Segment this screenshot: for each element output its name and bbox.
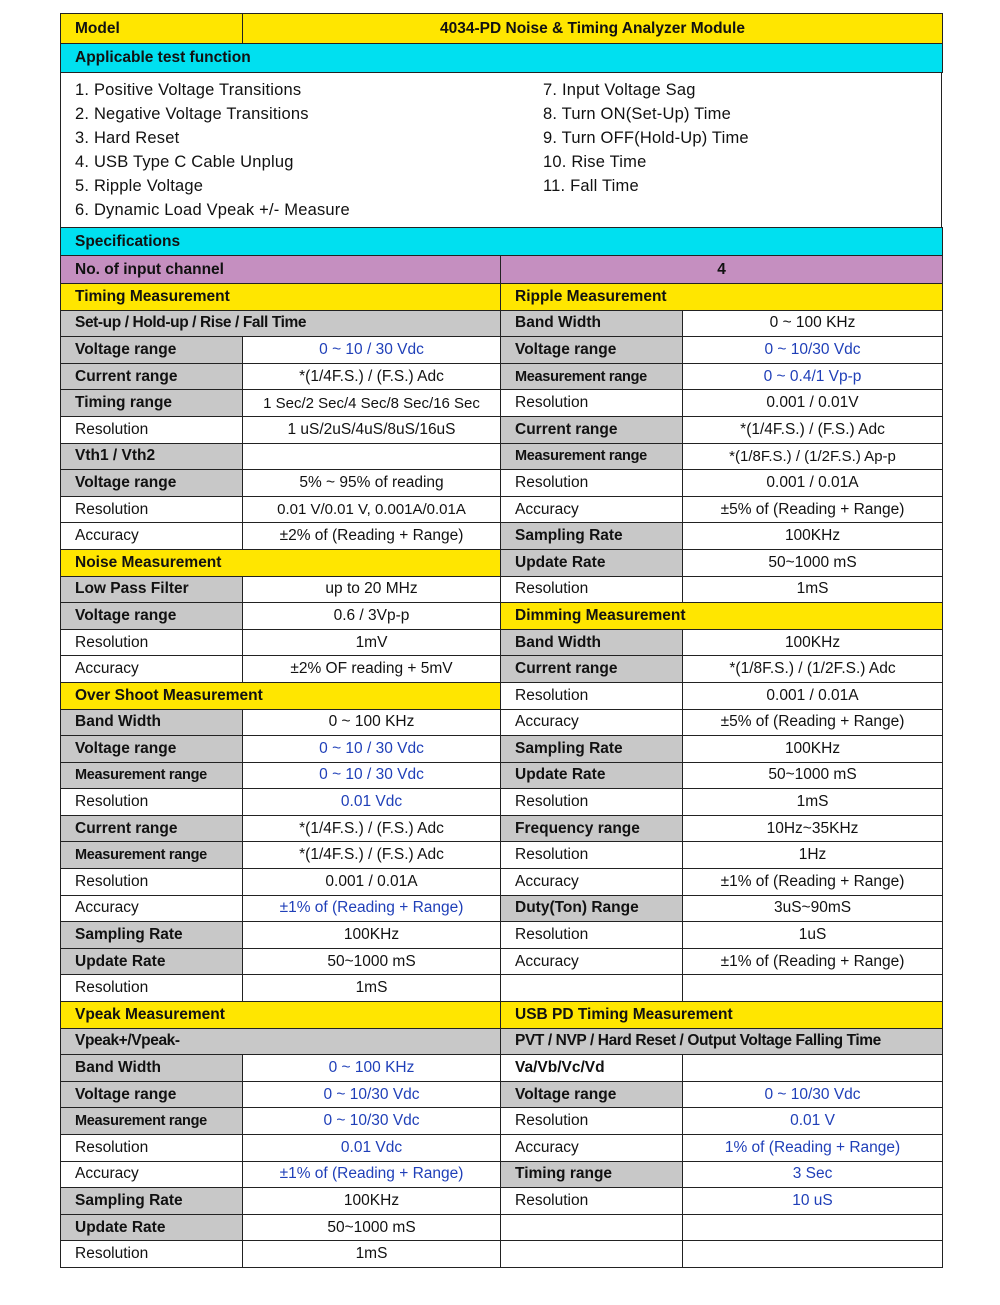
spec-value: *(1/4F.S.) / (F.S.) Adc: [683, 416, 943, 443]
spec-value: [683, 1241, 943, 1268]
spec-value: 50~1000 mS: [243, 1214, 501, 1241]
spec-label: Accuracy: [61, 895, 243, 922]
spec-label: Resolution: [61, 629, 243, 656]
spec-value: 50~1000 mS: [683, 762, 943, 789]
model-value: 4034-PD Noise & Timing Analyzer Module: [243, 14, 943, 44]
spec-value: 1mS: [243, 1241, 501, 1268]
spec-value: 0 ~ 100 KHz: [243, 1055, 501, 1082]
spec-row: [61, 815, 943, 842]
spec-row: [61, 1135, 943, 1162]
spec-label: Resolution: [501, 1108, 683, 1135]
test-function-item: 11. Fall Time: [543, 177, 639, 195]
spec-label: Va/Vb/Vc/Vd: [501, 1055, 683, 1082]
spec-row: [61, 416, 943, 443]
spec-label: Resolution: [61, 975, 243, 1002]
spec-label: [501, 975, 683, 1002]
spec-label: Current range: [61, 815, 243, 842]
spec-value: 0 ~ 10 / 30 Vdc: [243, 337, 501, 364]
section-heading: Dimming Measurement: [501, 603, 943, 630]
spec-label: Band Width: [61, 1055, 243, 1082]
spec-value: *(1/8F.S.) / (1/2F.S.) Adc: [683, 656, 943, 683]
spec-label: Current range: [61, 363, 243, 390]
spec-row: [61, 869, 943, 896]
spec-label: Sampling Rate: [61, 922, 243, 949]
spec-label: Voltage range: [61, 337, 243, 364]
spec-row: [61, 975, 943, 1002]
spec-value: 0.6 / 3Vp-p: [243, 603, 501, 630]
spec-label: Voltage range: [501, 337, 683, 364]
test-function-item: 8. Turn ON(Set-Up) Time: [543, 105, 731, 123]
spec-row: [61, 948, 943, 975]
spec-value: 0 ~ 10/30 Vdc: [243, 1081, 501, 1108]
spec-label: [501, 1241, 683, 1268]
test-function-item: 2. Negative Voltage Transitions: [75, 105, 309, 123]
spec-value: *(1/4F.S.) / (F.S.) Adc: [243, 842, 501, 869]
input-channel-value: 4: [501, 256, 943, 284]
spec-label: Update Rate: [61, 1214, 243, 1241]
model-label: Model: [61, 14, 243, 44]
spec-label: Low Pass Filter: [61, 576, 243, 603]
test-function-item: 10. Rise Time: [543, 153, 647, 171]
spec-row: [61, 284, 943, 311]
spec-label: Measurement range: [61, 762, 243, 789]
spec-label: Resolution: [501, 789, 683, 816]
test-function-item: 7. Input Voltage Sag: [543, 81, 696, 99]
subsection-heading: Vpeak+/Vpeak-: [61, 1028, 501, 1055]
spec-label: Accuracy: [501, 869, 683, 896]
spec-value: 0 ~ 100 KHz: [243, 709, 501, 736]
spec-value: ±1% of (Reading + Range): [243, 895, 501, 922]
spec-label: Duty(Ton) Range: [501, 895, 683, 922]
spec-label: [501, 1214, 683, 1241]
spec-label: Measurement range: [61, 842, 243, 869]
spec-row: [61, 629, 943, 656]
spec-value: 50~1000 mS: [683, 549, 943, 576]
spec-row: [61, 682, 943, 709]
header-table: [60, 13, 943, 73]
specifications-title: Specifications: [61, 228, 943, 256]
spec-label: Band Width: [501, 310, 683, 337]
test-function-item: 4. USB Type C Cable Unplug: [75, 153, 294, 171]
spec-label: Resolution: [501, 1188, 683, 1215]
test-function-list: [60, 73, 942, 227]
spec-label: Band Width: [61, 709, 243, 736]
spec-row: [61, 1055, 943, 1082]
spec-value: ±1% of (Reading + Range): [683, 869, 943, 896]
spec-label: Accuracy: [61, 1161, 243, 1188]
spec-row: [61, 789, 943, 816]
test-function-item: 6. Dynamic Load Vpeak +/- Measure: [75, 201, 350, 219]
spec-row: [61, 922, 943, 949]
test-function-item: 5. Ripple Voltage: [75, 177, 204, 195]
spec-value: 50~1000 mS: [243, 948, 501, 975]
spec-value: ±1% of (Reading + Range): [243, 1161, 501, 1188]
spec-label: Band Width: [501, 629, 683, 656]
spec-row: [61, 1188, 943, 1215]
spec-value: 0 ~ 10 / 30 Vdc: [243, 762, 501, 789]
spec-row: [61, 1214, 943, 1241]
spec-value: 0 ~ 10/30 Vdc: [683, 337, 943, 364]
spec-value: up to 20 MHz: [243, 576, 501, 603]
spec-value: 0 ~ 100 KHz: [683, 310, 943, 337]
spec-label: Voltage range: [61, 736, 243, 763]
spec-sheet: [60, 13, 942, 1268]
spec-label: Voltage range: [61, 1081, 243, 1108]
spec-row: [61, 709, 943, 736]
spec-label: Timing range: [501, 1161, 683, 1188]
spec-value: 0 ~ 10 / 30 Vdc: [243, 736, 501, 763]
spec-label: Voltage range: [501, 1081, 683, 1108]
subsection-heading: PVT / NVP / Hard Reset / Output Voltage Falling Time: [501, 1028, 943, 1055]
test-function-item: 3. Hard Reset: [75, 129, 180, 147]
spec-value: 1Hz: [683, 842, 943, 869]
spec-row: [61, 842, 943, 869]
spec-row: [61, 390, 943, 417]
spec-label: Measurement range: [61, 1108, 243, 1135]
specifications-table: [60, 227, 943, 1268]
spec-value: *(1/4F.S.) / (F.S.) Adc: [243, 815, 501, 842]
spec-value: 1mS: [683, 576, 943, 603]
spec-row: [61, 895, 943, 922]
spec-row: [61, 363, 943, 390]
spec-label: Sampling Rate: [501, 736, 683, 763]
spec-value: [683, 1055, 943, 1082]
spec-value: 0 ~ 0.4/1 Vp-p: [683, 363, 943, 390]
spec-value: 100KHz: [243, 1188, 501, 1215]
section-heading: Ripple Measurement: [501, 284, 943, 311]
section-heading: Over Shoot Measurement: [61, 682, 501, 709]
spec-value: ±1% of (Reading + Range): [683, 948, 943, 975]
spec-value: 0.001 / 0.01A: [683, 682, 943, 709]
spec-row: [61, 337, 943, 364]
spec-row: [61, 1028, 943, 1055]
spec-label: Voltage range: [61, 470, 243, 497]
spec-label: Accuracy: [501, 709, 683, 736]
spec-label: Accuracy: [501, 948, 683, 975]
spec-row: [61, 310, 943, 337]
spec-value: 0.01 V/0.01 V, 0.001A/0.01A: [243, 496, 501, 523]
spec-value: 100KHz: [683, 523, 943, 550]
spec-value: 0.001 / 0.01A: [683, 470, 943, 497]
spec-value: 0.01 Vdc: [243, 1135, 501, 1162]
spec-value: [243, 443, 501, 470]
spec-value: 100KHz: [683, 629, 943, 656]
spec-label: Current range: [501, 416, 683, 443]
spec-label: Accuracy: [61, 656, 243, 683]
spec-value: ±2% of (Reading + Range): [243, 523, 501, 550]
spec-label: Update Rate: [501, 762, 683, 789]
spec-value: 1mV: [243, 629, 501, 656]
spec-label: Resolution: [501, 576, 683, 603]
spec-row: [61, 470, 943, 497]
spec-row: [61, 523, 943, 550]
spec-label: Timing range: [61, 390, 243, 417]
spec-value: 0.001 / 0.01V: [683, 390, 943, 417]
spec-label: Resolution: [61, 496, 243, 523]
spec-label: Resolution: [501, 390, 683, 417]
section-heading: Vpeak Measurement: [61, 1002, 501, 1029]
spec-value: [683, 1214, 943, 1241]
spec-value: 3uS~90mS: [683, 895, 943, 922]
spec-label: Sampling Rate: [501, 523, 683, 550]
spec-value: ±5% of (Reading + Range): [683, 709, 943, 736]
spec-label: Resolution: [501, 922, 683, 949]
spec-label: Resolution: [501, 470, 683, 497]
spec-label: Current range: [501, 656, 683, 683]
spec-label: Vth1 / Vth2: [61, 443, 243, 470]
section-heading: Timing Measurement: [61, 284, 501, 311]
spec-label: Resolution: [61, 1135, 243, 1162]
spec-value: 3 Sec: [683, 1161, 943, 1188]
spec-label: Resolution: [61, 789, 243, 816]
spec-value: 1 Sec/2 Sec/4 Sec/8 Sec/16 Sec: [243, 390, 501, 417]
spec-value: 0.01 Vdc: [243, 789, 501, 816]
spec-value: *(1/4F.S.) / (F.S.) Adc: [243, 363, 501, 390]
spec-row: [61, 656, 943, 683]
spec-value: 1 uS/2uS/4uS/8uS/16uS: [243, 416, 501, 443]
spec-label: Resolution: [501, 682, 683, 709]
spec-value: 1% of (Reading + Range): [683, 1135, 943, 1162]
spec-value: *(1/8F.S.) / (1/2F.S.) Ap-p: [683, 443, 943, 470]
spec-label: Sampling Rate: [61, 1188, 243, 1215]
spec-value: 1uS: [683, 922, 943, 949]
input-channel-label: No. of input channel: [61, 256, 501, 284]
spec-row: [61, 1108, 943, 1135]
spec-value: 0.001 / 0.01A: [243, 869, 501, 896]
spec-row: [61, 496, 943, 523]
spec-value: 10 uS: [683, 1188, 943, 1215]
spec-value: ±5% of (Reading + Range): [683, 496, 943, 523]
spec-row: [61, 443, 943, 470]
spec-value: 0 ~ 10/30 Vdc: [683, 1081, 943, 1108]
spec-value: [683, 975, 943, 1002]
spec-label: Resolution: [61, 869, 243, 896]
spec-label: Measurement range: [501, 363, 683, 390]
spec-value: 5% ~ 95% of reading: [243, 470, 501, 497]
test-function-item: 1. Positive Voltage Transitions: [75, 81, 302, 99]
spec-label: Measurement range: [501, 443, 683, 470]
spec-row: [61, 603, 943, 630]
spec-label: Update Rate: [61, 948, 243, 975]
test-function-item: 9. Turn OFF(Hold-Up) Time: [543, 129, 749, 147]
spec-label: Frequency range: [501, 815, 683, 842]
spec-label: Resolution: [501, 842, 683, 869]
spec-label: Accuracy: [501, 1135, 683, 1162]
spec-value: 1mS: [683, 789, 943, 816]
spec-value: 0 ~ 10/30 Vdc: [243, 1108, 501, 1135]
spec-row: [61, 576, 943, 603]
spec-label: Voltage range: [61, 603, 243, 630]
subsection-heading: Set-up / Hold-up / Rise / Fall Time: [61, 310, 501, 337]
spec-row: [61, 762, 943, 789]
section-heading: Noise Measurement: [61, 549, 501, 576]
function-list-left: [75, 78, 350, 222]
spec-row: [61, 736, 943, 763]
spec-row: [61, 1241, 943, 1268]
spec-value: 100KHz: [683, 736, 943, 763]
spec-row: [61, 1161, 943, 1188]
spec-row: [61, 1081, 943, 1108]
spec-label: Resolution: [61, 416, 243, 443]
spec-value: ±2% OF reading + 5mV: [243, 656, 501, 683]
function-list-right: [543, 78, 749, 198]
spec-label: Update Rate: [501, 549, 683, 576]
spec-row: [61, 549, 943, 576]
spec-label: Accuracy: [501, 496, 683, 523]
applicable-test-function-label: Applicable test function: [61, 44, 943, 73]
spec-value: 1mS: [243, 975, 501, 1002]
spec-value: 100KHz: [243, 922, 501, 949]
section-heading: USB PD Timing Measurement: [501, 1002, 943, 1029]
spec-value: 10Hz~35KHz: [683, 815, 943, 842]
spec-label: Resolution: [61, 1241, 243, 1268]
spec-label: Accuracy: [61, 523, 243, 550]
spec-value: 0.01 V: [683, 1108, 943, 1135]
spec-row: [61, 1002, 943, 1029]
